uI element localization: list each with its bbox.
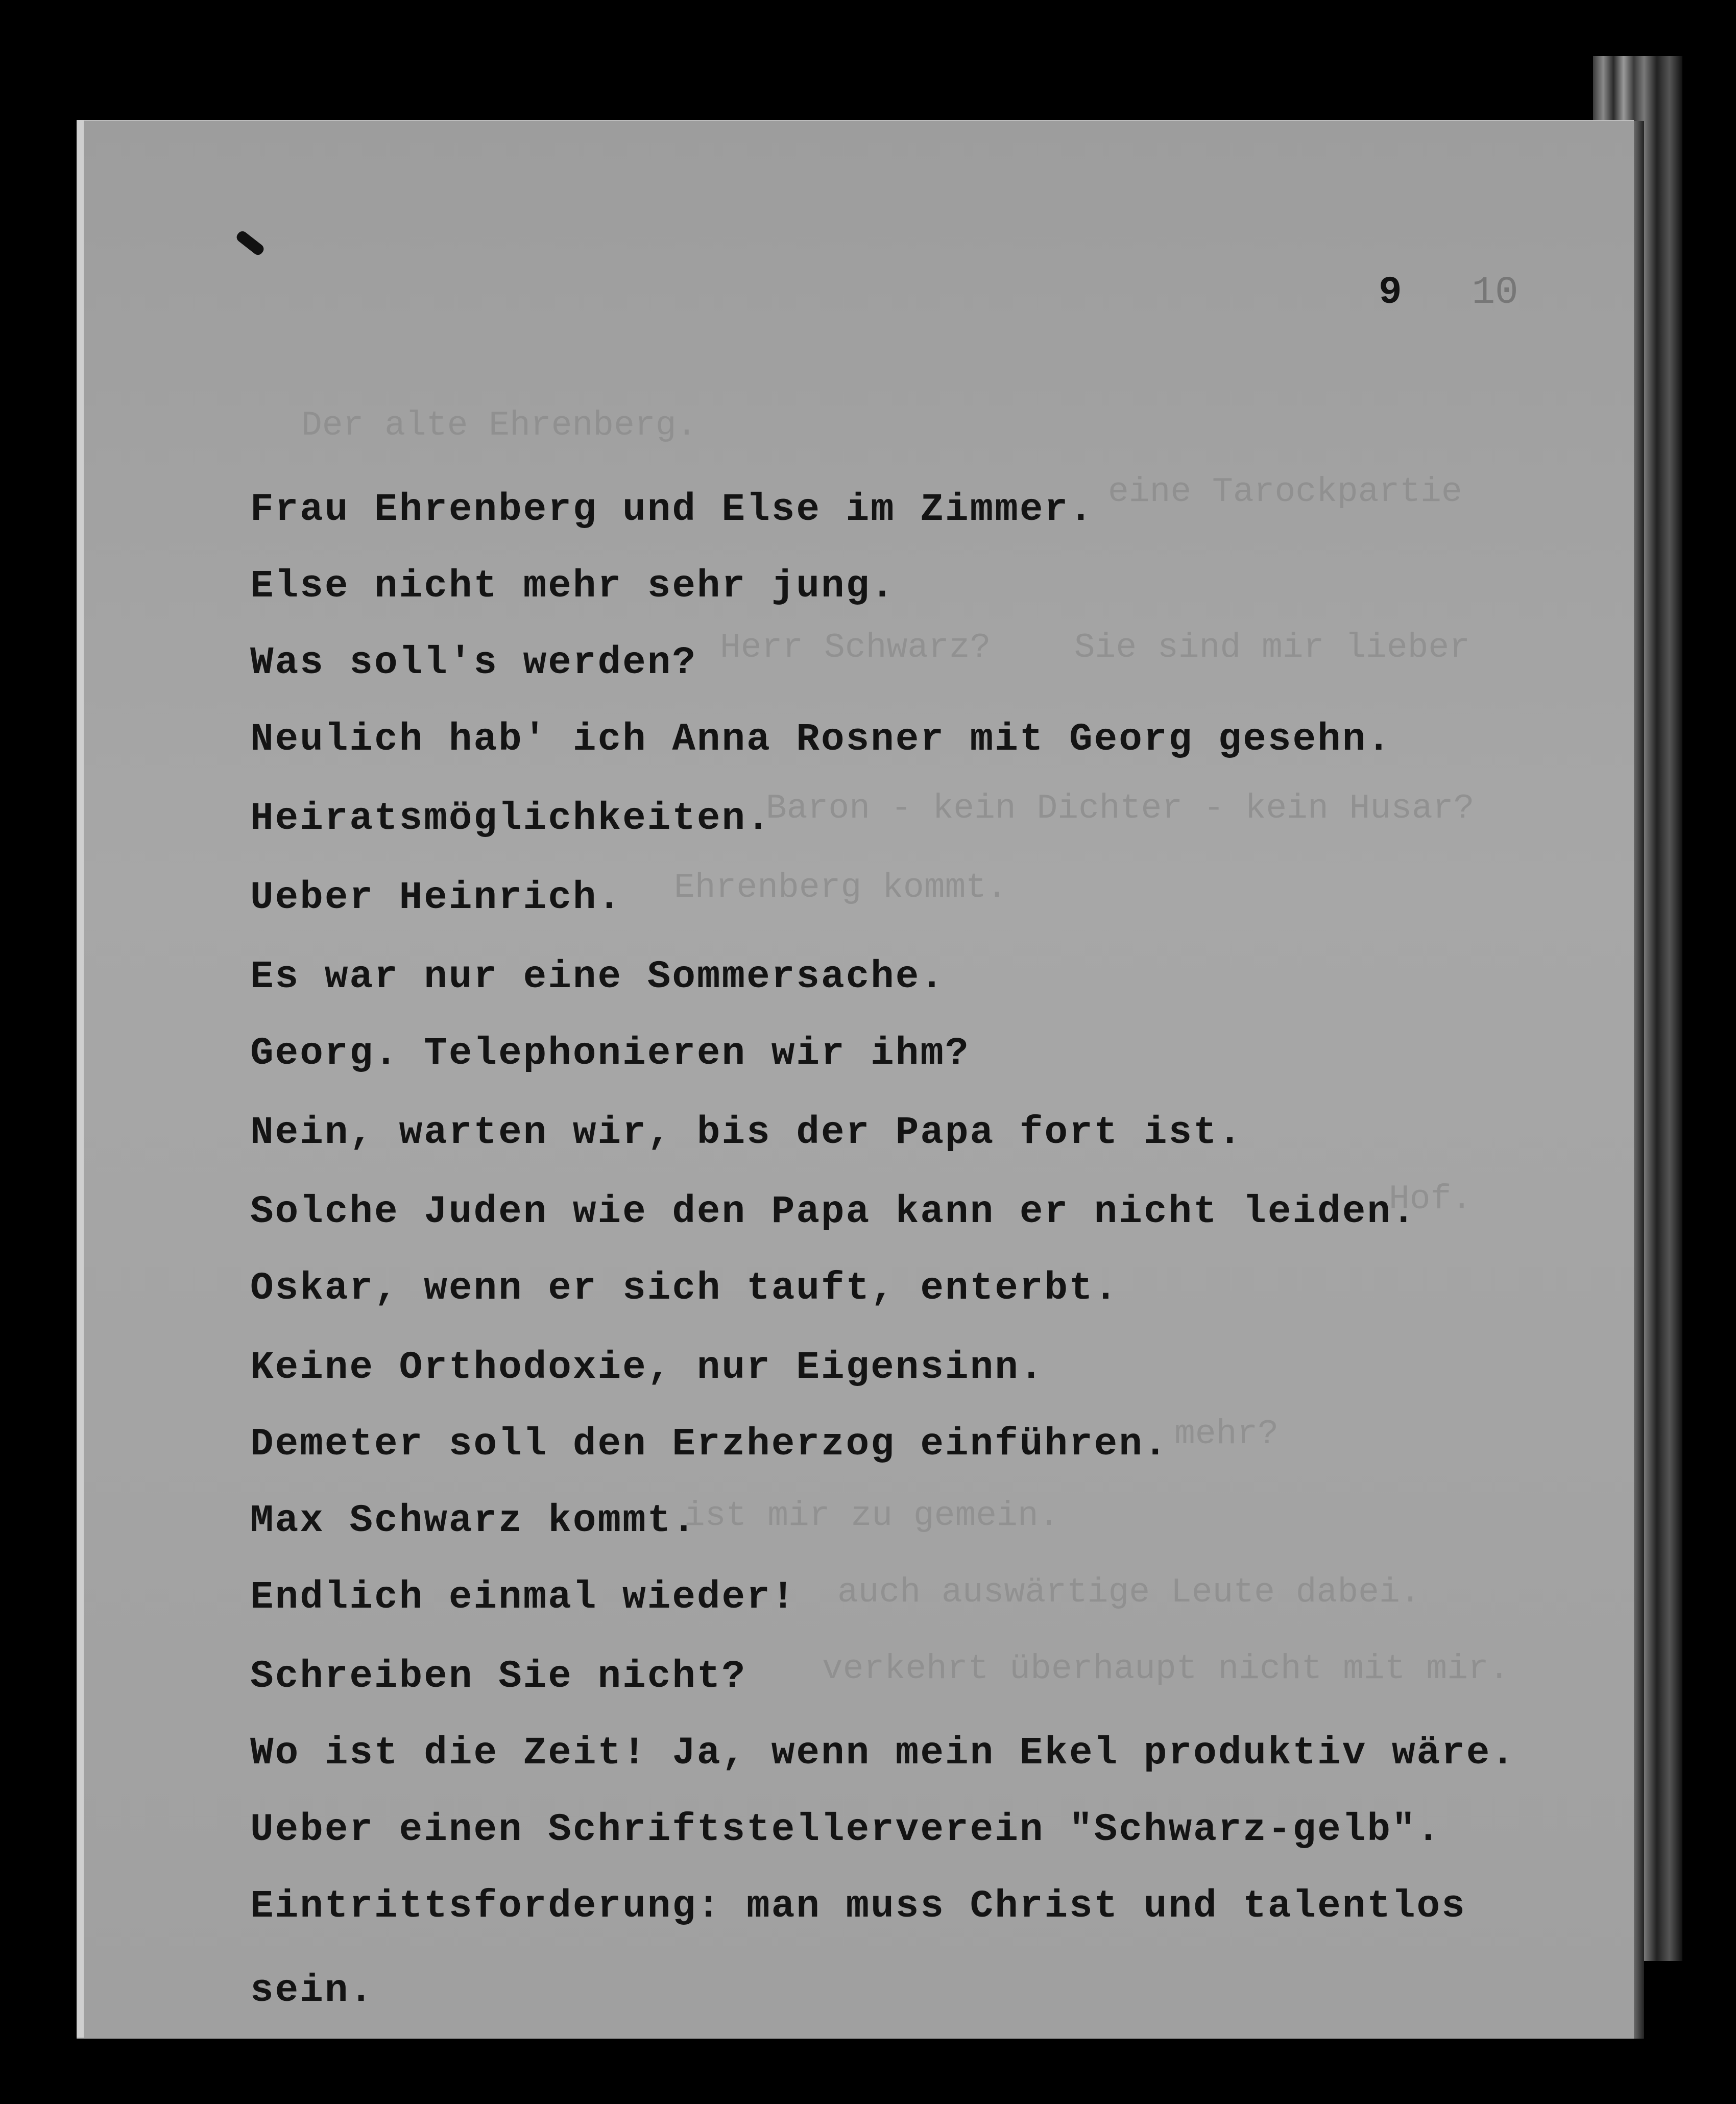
text-line: Solche Juden wie den Papa kann er nicht leiden. <box>250 1190 1417 1234</box>
text-line: Frau Ehrenberg und Else im Zimmer. <box>250 488 1094 532</box>
text-line: Endlich einmal wieder! <box>250 1575 797 1619</box>
text-line: Was soll's werden? <box>250 641 697 685</box>
bleed-line: Der alte Ehrenberg. <box>301 406 697 445</box>
text-line: Ueber einen Schriftstellerverein "Schwarz-gelb". <box>250 1808 1442 1852</box>
text-line: Wo ist die Zeit! Ja, wenn mein Ekel produktiv wäre. <box>250 1731 1516 1775</box>
text-line: Max Schwarz kommt. <box>250 1499 697 1543</box>
text-line: Oskar, wenn er sich tauft, enterbt. <box>250 1266 1119 1310</box>
text-line: Georg. Telephonieren wir ihm? <box>250 1032 970 1075</box>
text-line: Ueber Heinrich. <box>250 876 623 920</box>
page-number-current: 9 <box>1379 271 1402 315</box>
bleed-line: mehr? <box>1174 1415 1279 1454</box>
text-line: Schreiben Sie nicht? <box>250 1655 747 1699</box>
text-line: Else nicht mehr sehr jung. <box>250 564 896 608</box>
bleed-line: Ehrenberg kommt. <box>674 868 1007 907</box>
text-line: Keine Orthodoxie, nur Eigensinn. <box>250 1346 1045 1390</box>
page-left-edge <box>77 120 84 2038</box>
text-line: Neulich hab' ich Anna Rosner mit Georg gesehn. <box>250 718 1392 761</box>
text-line: sein. <box>250 1969 375 2013</box>
page-number <box>1379 271 1518 315</box>
text-line: Eintrittsforderung: man muss Christ und talentlos <box>250 1884 1466 1928</box>
bleed-line: ist mir zu gemein. <box>684 1496 1059 1536</box>
bleed-line: auch auswärtige Leute dabei. <box>837 1573 1421 1612</box>
text-line: Demeter soll den Erzherzog einführen. <box>250 1422 1169 1466</box>
bleed-line: Hof. <box>1389 1180 1473 1219</box>
bleed-line: verkehrt überhaupt nicht mit mir. <box>822 1649 1510 1689</box>
bleed-line: Herr Schwarz? Sie sind mir lieber <box>720 628 1470 667</box>
text-line: Nein, warten wir, bis der Papa fort ist. <box>250 1111 1243 1155</box>
bleed-line: eine Tarockpartie <box>1108 472 1462 512</box>
page-number-next: 10 <box>1472 271 1518 315</box>
bleed-line: Baron - kein Dichter - kein Husar? <box>766 789 1475 828</box>
text-line: Heiratsmöglichkeiten. <box>250 797 771 841</box>
text-line: Es war nur eine Sommersache. <box>250 955 946 999</box>
